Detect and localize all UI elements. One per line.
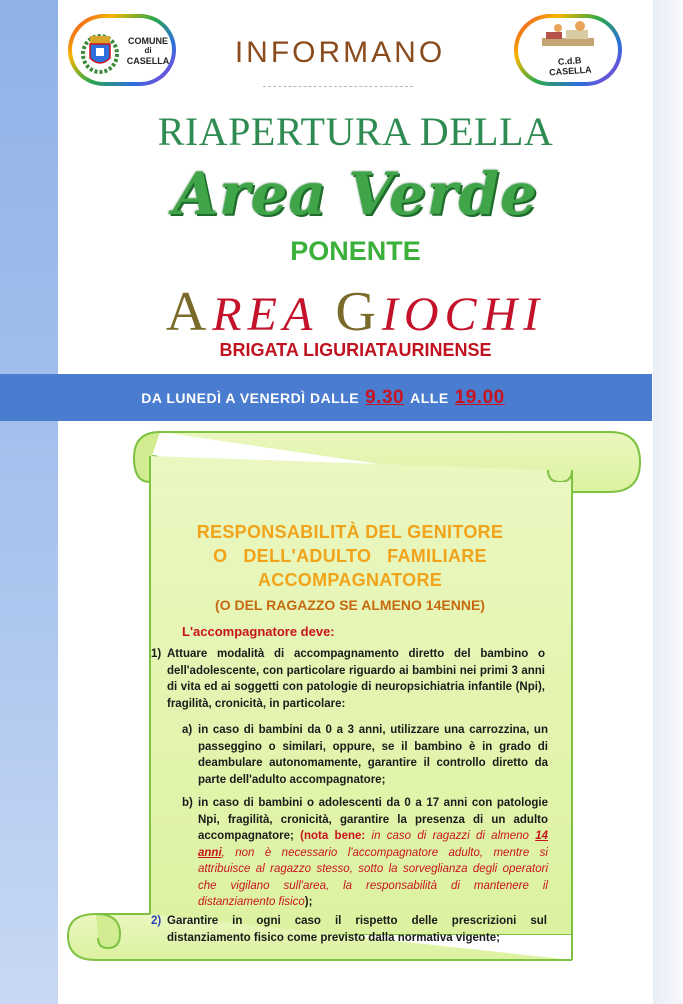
hours-end: 19.00 xyxy=(454,386,505,408)
item-b-close: ); xyxy=(304,896,313,908)
title-ponente: PONENTE xyxy=(290,236,421,266)
header-title: INFORMANO xyxy=(234,36,446,69)
area-giochi-initial-g: G xyxy=(335,281,382,343)
item-b-text: in caso di bambini o adolescenti da 0 a 17 anni con patologie Npi, fragilità, cronicità, garantire la presenza di un adulto accompagnatore; xyxy=(198,797,548,842)
hours-start: 9.30 xyxy=(365,386,405,408)
logo-left-line3: CASELLA xyxy=(126,56,170,66)
notice-subtitle: (O DEL RAGAZZO SE ALMENO 14ENNE) xyxy=(215,597,485,613)
item-a-text: in caso di bambini da 0 a 3 anni, utilizzare una carrozzina, un passeggino o similari, oppure, se il bambino è in grado di deambulare autonomamente, garantire il controllo diretto da parte dell'adulto accompagnatore; xyxy=(198,724,548,786)
logo-right-line1: C.d.B xyxy=(557,55,582,67)
area-giochi-word-rea: REA xyxy=(212,288,336,341)
area-giochi-initial-a: A xyxy=(165,281,213,343)
hours-middle: ALLE xyxy=(410,389,449,406)
notice-lead: L'accompagnatore deve: xyxy=(182,624,335,639)
item-b-note-text2: , non è necessario l'accompagnatore adulto, mentre si attribuisce al ragazzo stesso, sotto la sorveglianza degli operatori che vigilano sull'area, la responsabilità di mantenere il distanziamento fisico xyxy=(198,846,548,908)
item-2-text: Garantire in ogni caso il rispetto delle prescrizioni sul distanziamento fisico come previsto dalla normativa vigente; xyxy=(167,915,547,944)
item-2-number: 2) xyxy=(151,915,162,927)
logo-left-line1: COMUNE xyxy=(128,36,168,46)
notice-title-line2: O DELL'ADULTO FAMILIARE xyxy=(213,546,487,566)
area-giochi-word-iochi: IOCHI xyxy=(381,288,546,341)
item-b-note-text1: in caso di ragazzi di almeno xyxy=(365,830,536,842)
title-riapertura: RIAPERTURA DELLA xyxy=(157,109,554,154)
notice-title-line1: RESPONSABILITÀ DEL GENITORE xyxy=(196,522,504,542)
logo-left-line2: di xyxy=(144,46,152,55)
notice-title xyxy=(150,520,550,592)
item-b-note-age: 14 anni xyxy=(198,830,548,859)
notice-item-2 xyxy=(151,913,547,946)
item-1-text: Attuare modalità di accompagnamento diretto del bambino o dell'adolescente, con particolare riguardo ai bambini nei primi 3 anni di vita ed ai soggetti con patologie di neuropsichiatria infantile (Npi), fragilità, cronicità, in particolare: xyxy=(167,648,545,710)
notice-title-line3: ACCOMPAGNATORE xyxy=(257,570,443,590)
notice-item-b xyxy=(182,795,548,911)
notice-item-1 xyxy=(151,646,545,712)
notice-item-a xyxy=(182,722,548,788)
hours-prefix: DA LUNEDÌ A VENERDÌ DALLE xyxy=(141,389,360,406)
item-b-letter: b) xyxy=(182,797,193,809)
item-a-letter: a) xyxy=(182,724,193,736)
logo-right-line2: CASELLA xyxy=(548,64,592,78)
item-1-number: 1) xyxy=(151,648,162,660)
item-b-note-label: (nota bene: xyxy=(300,830,366,842)
title-brigata: BRIGATA LIGURIATAURINENSE xyxy=(219,340,492,360)
title-area-verde: Area Verde xyxy=(173,160,538,228)
